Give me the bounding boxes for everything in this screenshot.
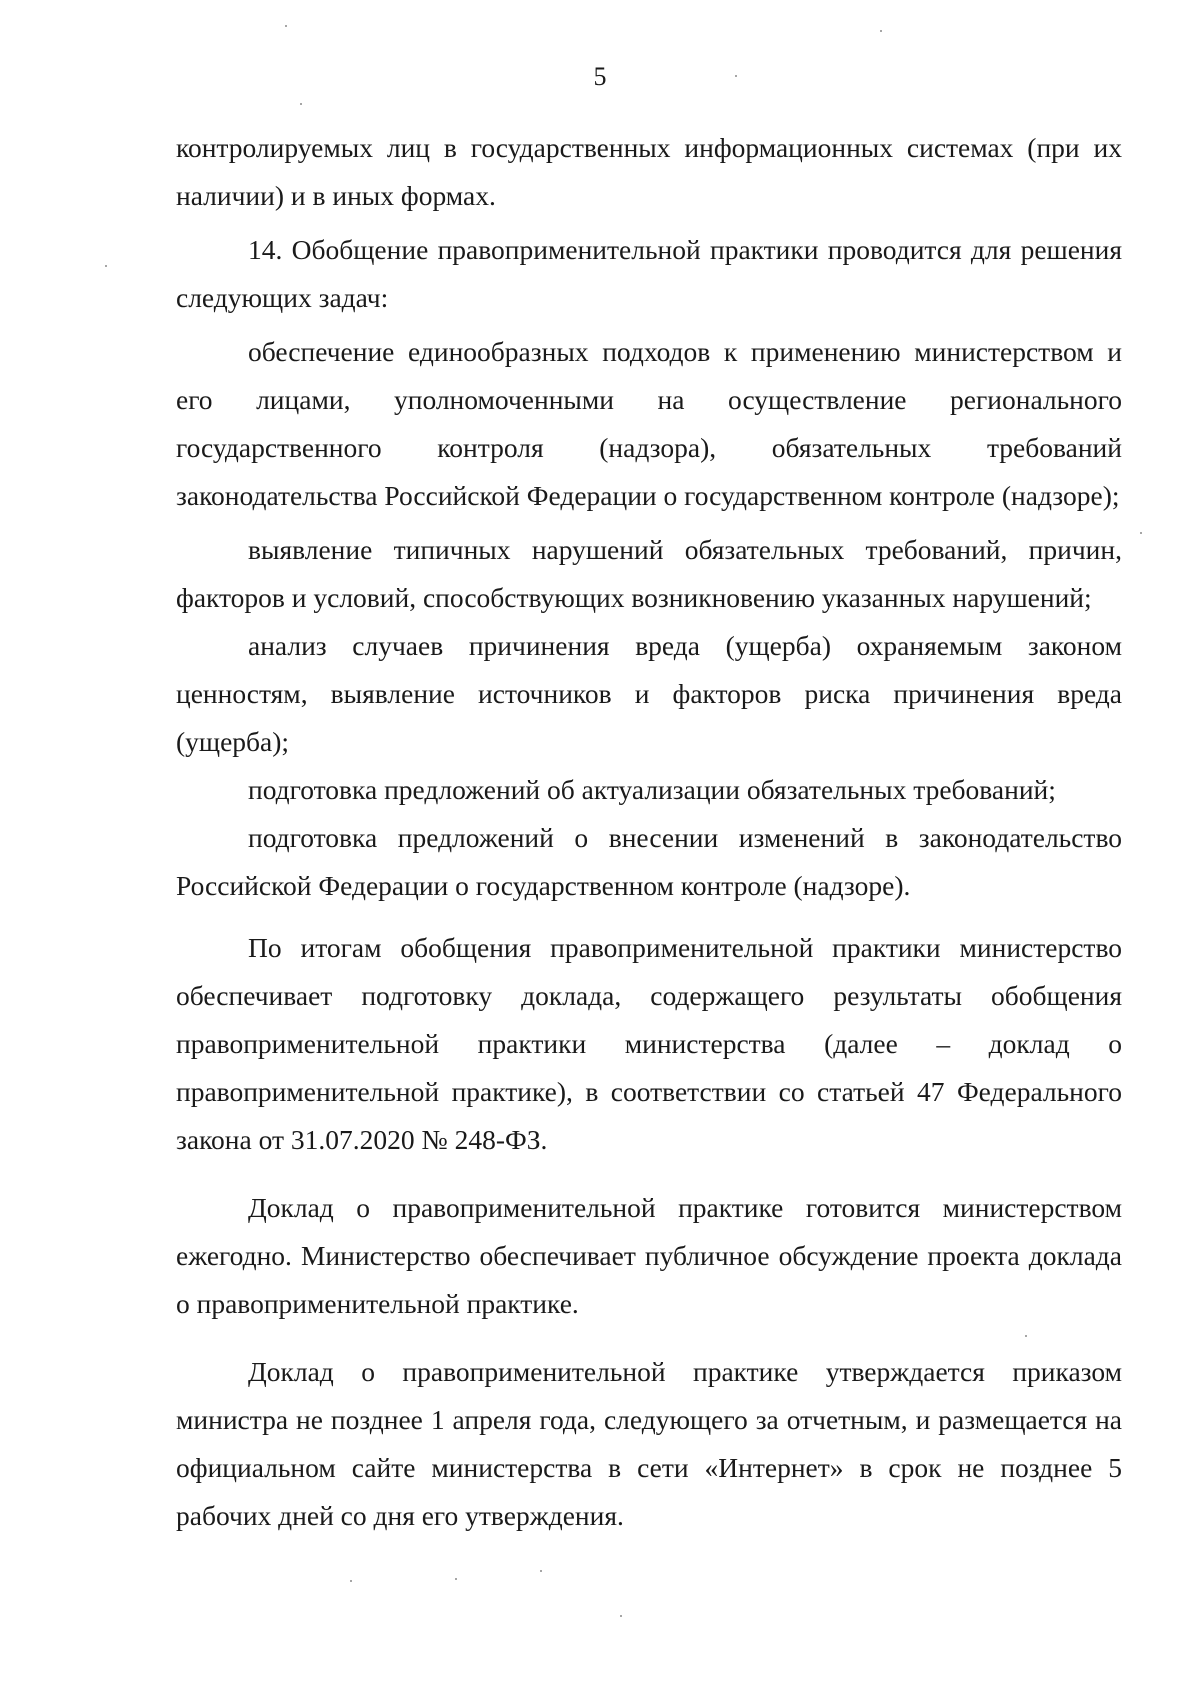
paragraph-task-typical-violations: выявление типичных нарушений обязательных требований, причин, факторов и условий, способствующих возникновению указанных нарушений; [176, 534, 1122, 613]
scan-speck [880, 30, 882, 32]
scan-speck [1025, 1335, 1027, 1337]
paragraph-report-approval: Доклад о правоприменительной практике утверждается приказом министра не позднее 1 апреля года, следующего за отчетным, и размещается на официальном сайте министерства в сети «Интернет» в срок не позднее 5 рабочих дней со дня его утверждения. [176, 1356, 1122, 1531]
paragraph-task-update-requirements: подготовка предложений об актуализации обязательных требований; [248, 774, 1056, 805]
scan-speck [540, 1570, 542, 1572]
scan-speck [350, 1580, 352, 1582]
scan-speck [735, 75, 737, 77]
scan-speck [1140, 532, 1142, 534]
scan-speck [620, 1615, 622, 1617]
paragraph-task-harm-analysis: анализ случаев причинения вреда (ущерба) охраняемым законом ценностям, выявление источников и факторов риска причинения вреда (ущерба); [176, 630, 1122, 757]
paragraph-task-legislation-changes: подготовка предложений о внесении изменений в законодательство Российской Федерации о государственном контроле (надзоре). [176, 822, 1122, 901]
scan-speck [285, 25, 287, 27]
paragraph-item-14: 14. Обобщение правоприменительной практики проводится для решения следующих задач: [176, 234, 1122, 313]
paragraph-continuation: контролируемых лиц в государственных информационных системах (при их наличии) и в иных формах. [176, 132, 1122, 211]
scan-speck [455, 1578, 457, 1580]
page-number: 5 [593, 62, 607, 91]
scan-speck [300, 103, 302, 105]
paragraph-report-preparation: По итогам обобщения правоприменительной практики министерство обеспечивает подготовку доклада, содержащего результаты обобщения правоприменительной практики министерства (далее – доклад о правоприменительной практике), в соответствии со статьей 47 Федерального закона от 31.07.2020 № 248-ФЗ. [176, 932, 1122, 1155]
scan-speck [105, 265, 107, 267]
document-body [176, 124, 1122, 1540]
paragraph-report-annual: Доклад о правоприменительной практике готовится министерством ежегодно. Министерство обеспечивает публичное обсуждение проекта доклада о правоприменительной практике. [176, 1192, 1122, 1319]
paragraph-task-uniform-approaches: обеспечение единообразных подходов к применению министерством и его лицами, уполномоченными на осуществление регионального государственного контроля (надзора), обязательных требований законодательства Российской Федерации о государственном контроле (надзоре); [176, 336, 1122, 511]
